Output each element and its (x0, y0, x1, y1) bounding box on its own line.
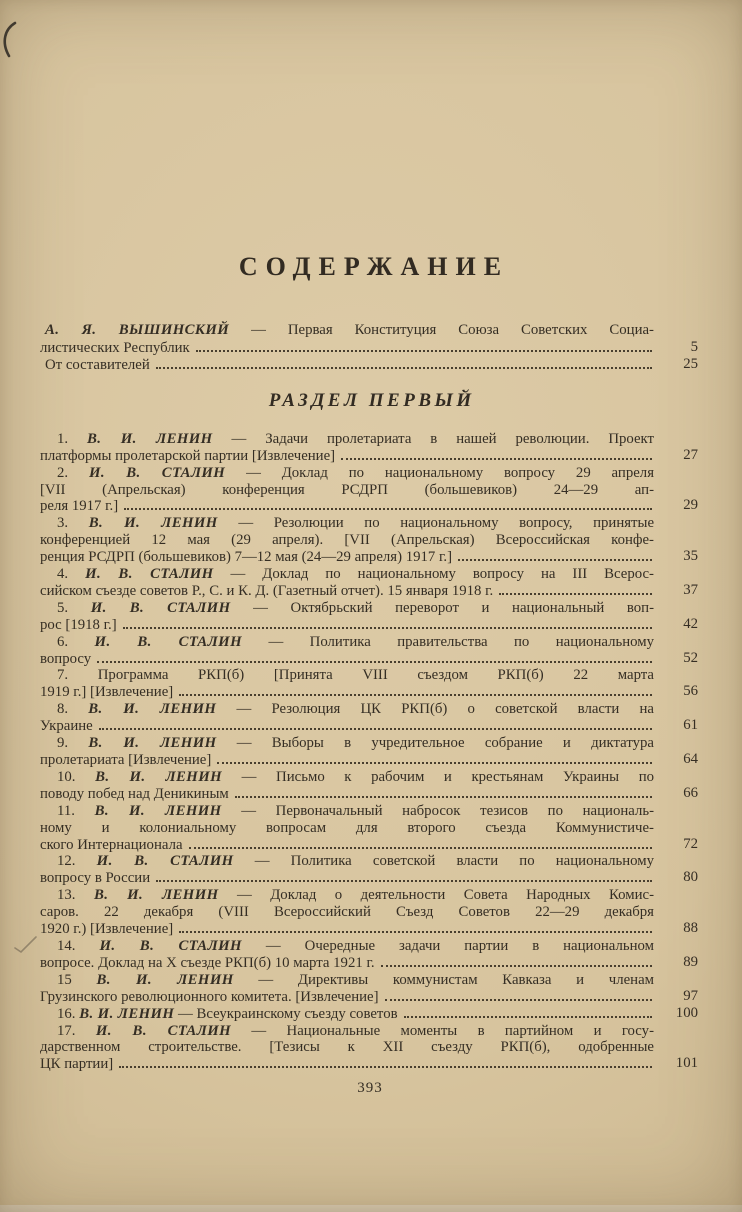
front-matter-list (40, 322, 700, 375)
toc-entry (40, 600, 700, 634)
entry-text: — Задачи пролетариата в нашей революции. Проект (231, 430, 655, 447)
dot-leader (123, 627, 652, 629)
entry-text: — Резолюции по национальному вопросу, принятые (238, 515, 655, 532)
entry-page-number: 88 (683, 920, 698, 937)
check-mark-icon (13, 934, 39, 956)
entry-page-number: 35 (683, 548, 698, 565)
entry-number: 10. (57, 768, 76, 785)
entry-text: вопросу (40, 650, 92, 667)
entry-author: И. В. СТАЛИН (99, 937, 242, 954)
entry-number: 11. (57, 802, 75, 819)
dot-leader (99, 728, 652, 730)
entry-text: рос [1918 г.] (40, 616, 117, 633)
entry-page-number: 5 (690, 338, 698, 355)
entry-author: В. И. ЛЕНИН (88, 735, 217, 752)
front-matter-entry (40, 357, 700, 375)
entry-page-number: 42 (683, 615, 698, 632)
entry-page-number: 27 (683, 446, 698, 463)
dot-leader (458, 559, 652, 561)
entry-text: саров. 22 декабря (VIII Всероссийский Съезд Советов 22—29 декабря (40, 904, 654, 921)
entry-author: И. В. СТАЛИН (96, 853, 234, 870)
dot-leader (156, 880, 652, 882)
dot-leader (156, 367, 652, 369)
toc-entry (40, 735, 700, 769)
entry-text: — Национальные моменты в партийном и госу- (251, 1022, 655, 1039)
entry-author: И. В. СТАЛИН (88, 464, 226, 481)
toc-entry (40, 769, 700, 803)
entry-page-number: 89 (683, 953, 698, 970)
entry-number: 12. (57, 853, 76, 870)
entry-author: В. И. ЛЕНИН (95, 768, 223, 785)
entry-text: ному и колониальному вопросам для второго съезда Коммунистиче- (40, 819, 654, 836)
entry-text: — Всеукраинскому съезду советов (178, 1005, 398, 1022)
entry-author: В. И. ЛЕНИН (94, 802, 222, 819)
entry-text: Программа РКП(б) [Принята VIII съездом РКП(б) 22 марта (97, 667, 654, 684)
entry-author: И. В. СТАЛИН (85, 566, 214, 583)
entry-text: 1919 г.] [Извлечение] (40, 684, 174, 701)
entry-author: В. И. ЛЕНИН (88, 701, 217, 718)
scan-edge (0, 1205, 742, 1212)
entry-text: дарственном строительстве. [Тезисы к XII съезду РКП(б), одобренные (40, 1039, 654, 1056)
entry-text: От составителей (45, 357, 150, 374)
pen-mark-icon (0, 20, 22, 60)
dot-leader (385, 999, 652, 1001)
entry-page-number: 29 (683, 497, 698, 514)
toc-entry (40, 431, 700, 465)
entry-page-number: 64 (683, 751, 698, 767)
toc-entry (40, 1006, 700, 1023)
toc-title: СОДЕРЖАНИЕ (238, 252, 510, 281)
toc-entries-list (40, 431, 700, 1073)
entry-number: 9. (57, 735, 69, 752)
entry-text: сийском съезде советов Р., С. и К. Д. (Газетный отчет). 15 января 1918 г. (40, 582, 494, 599)
entry-text: конференцией 12 мая (29 апреля). [VII (Апрельская) Всероссийская конфе- (40, 532, 654, 549)
dot-leader (381, 965, 652, 967)
toc-entry (40, 701, 700, 735)
entry-text: — Октябрьский переворот и национальный воп- (253, 599, 655, 616)
entry-page-number: 72 (683, 835, 698, 852)
entry-text: 1920 г.) [Извлечение] (40, 921, 174, 938)
toc-entry (40, 634, 700, 668)
dot-leader (179, 694, 652, 696)
entry-author: И. В. СТАЛИН (90, 599, 231, 616)
dot-leader (217, 762, 652, 764)
entry-number: 16. (57, 1005, 76, 1022)
entry-text: [VII (Апрельская) конференция РСДРП (большевиков) 24—29 ап- (40, 481, 654, 498)
dot-leader (404, 1016, 652, 1018)
entry-author: А. Я. ВЫШИНСКИЙ (45, 322, 230, 338)
entry-text: реля 1917 г.] (40, 498, 119, 515)
entry-text: Грузинского революционного комитета. [Извлечение] (40, 988, 379, 1005)
entry-text: — Директивы коммунистам Кавказа и членам (258, 971, 655, 988)
toc-entry (40, 938, 700, 972)
dot-leader (499, 593, 652, 595)
entry-page-number: 100 (675, 1004, 698, 1021)
entry-number: 6. (57, 633, 69, 650)
toc-entry (40, 887, 700, 938)
entry-text: — Первая Конституция Союза Советских Социа- (251, 322, 654, 338)
entry-page-number: 25 (683, 356, 698, 373)
toc-entry (40, 667, 700, 701)
entry-number: 15 (57, 971, 72, 988)
entry-text: — Выборы в учредительное собрание и диктатура (236, 735, 654, 752)
page-folio: 393 (357, 1080, 383, 1097)
dot-leader (124, 508, 652, 510)
entry-page-number: 66 (683, 784, 698, 801)
entry-number: 14. (57, 937, 76, 954)
toc-entry (40, 972, 700, 1006)
entry-number: 17. (57, 1022, 76, 1039)
dot-leader (196, 350, 652, 352)
toc-entry (40, 1023, 700, 1074)
dot-leader (119, 1066, 652, 1068)
entry-number: 3. (57, 515, 69, 532)
entry-text: ского Интернационала (40, 836, 183, 853)
entry-text: — Письмо к рабочим и крестьянам Украины по (241, 768, 655, 785)
entry-text: — Доклад о деятельности Совета Народных Комис- (236, 887, 655, 904)
entry-page-number: 101 (675, 1055, 698, 1072)
entry-author: В. И. ЛЕНИН (96, 971, 234, 988)
entry-text: — Доклад по национальному вопросу 29 апреля (246, 464, 654, 481)
entry-number: 1. (57, 430, 69, 447)
entry-page-number: 80 (683, 869, 698, 886)
entry-author: И. В. СТАЛИН (95, 1022, 232, 1039)
entry-author: В. И. ЛЕНИН (88, 515, 218, 532)
section-heading: РАЗДЕЛ ПЕРВЫЙ (268, 389, 475, 411)
entry-author: В. И. ЛЕНИН (87, 430, 213, 447)
entry-number: 7. (57, 667, 69, 684)
entry-text: Украине (40, 718, 93, 735)
entry-text: листических Республик (40, 339, 190, 356)
entry-page-number: 61 (683, 717, 698, 734)
entry-number: 5. (57, 599, 69, 616)
entry-text: ренция РСДРП (большевиков) 7—12 мая (24—29 апреля) 1917 г.] (40, 549, 453, 566)
entry-page-number: 97 (683, 987, 698, 1004)
entry-text: пролетариата [Извлечение] (40, 752, 212, 768)
entry-author: И. В. СТАЛИН (94, 633, 242, 650)
entry-text: ЦК партии] (40, 1056, 114, 1073)
front-matter-entry (40, 322, 700, 357)
toc-entry (40, 803, 700, 854)
entry-author: В. И. ЛЕНИН (79, 1005, 175, 1022)
entry-page-number: 56 (683, 683, 698, 700)
entry-text: — Резолюция ЦК РКП(б) о советской власти на (236, 701, 655, 718)
entry-text: вопросу в России (40, 870, 151, 887)
dot-leader (341, 458, 652, 460)
entry-author: В. И. ЛЕНИН (93, 887, 219, 904)
entry-text: платформы пролетарской партии [Извлечение] (40, 447, 336, 464)
entry-page-number: 52 (683, 649, 698, 666)
toc-entry (40, 515, 700, 566)
entry-page-number: 37 (683, 581, 698, 598)
entry-number: 4. (57, 566, 69, 583)
dot-leader (189, 847, 652, 849)
toc-entry (40, 566, 700, 600)
entry-text: — Доклад по национальному вопросу на III Всерос- (230, 566, 654, 583)
entry-text: вопросе. Доклад на X съезде РКП(б) 10 марта 1921 г. (40, 954, 375, 971)
dot-leader (235, 796, 652, 798)
toc-entry (40, 853, 700, 887)
entry-text: — Политика советской власти по национальному (254, 853, 655, 870)
entry-text: — Первоначальный набросок тезисов по националь- (241, 802, 655, 819)
dot-leader (97, 661, 652, 663)
entry-text: поводу побед над Деникиным (40, 785, 229, 802)
toc-entry (40, 465, 700, 516)
entry-text: — Очередные задачи партии в национальном (265, 937, 654, 954)
entry-number: 2. (57, 464, 69, 481)
entry-number: 8. (57, 701, 69, 718)
entry-text: — Политика правительства по национальному (268, 633, 654, 650)
entry-number: 13. (57, 887, 76, 904)
dot-leader (179, 931, 652, 933)
